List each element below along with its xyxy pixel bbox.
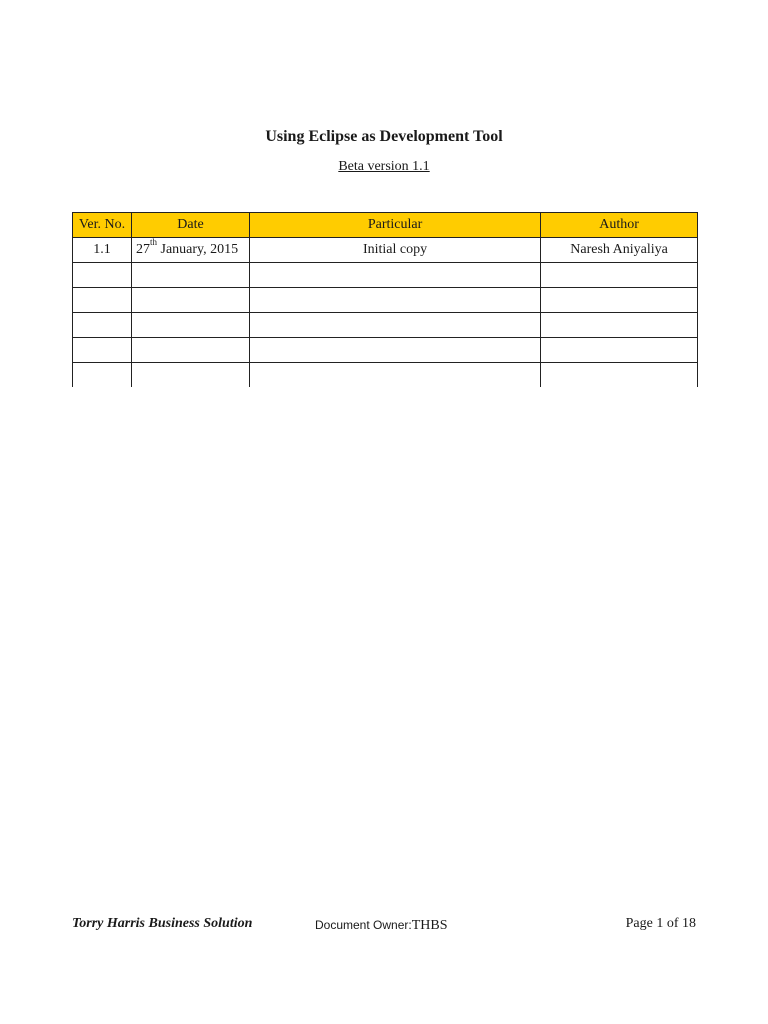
table-row (73, 338, 698, 363)
cell-date (131, 338, 249, 363)
cell-ver (73, 313, 132, 338)
table-row (73, 363, 698, 388)
cell-particular (249, 263, 540, 288)
owner-label: Document Owner: (315, 918, 412, 932)
document-subtitle (0, 158, 768, 176)
cell-ver (73, 288, 132, 313)
table-row (73, 288, 698, 313)
cell-author (541, 263, 698, 288)
cell-date (131, 363, 249, 388)
footer-company-name: Torry Harris Business Solution (72, 916, 253, 931)
cell-ver (73, 338, 132, 363)
date-day: 27 (135, 242, 150, 257)
cell-author (541, 288, 698, 313)
header-ver-no: Ver. No. (73, 213, 132, 238)
cell-particular (249, 313, 540, 338)
date-suffix: th (149, 237, 157, 248)
cell-particular (249, 288, 540, 313)
table-row (73, 313, 698, 338)
header-date: Date (131, 213, 249, 238)
cell-particular (249, 338, 540, 363)
table-header-row (73, 213, 698, 238)
cell-author: Naresh Aniyaliya (541, 238, 698, 263)
revision-history-table (72, 212, 698, 387)
cell-date (131, 288, 249, 313)
cell-author (541, 363, 698, 388)
header-author: Author (541, 213, 698, 238)
cell-date (131, 263, 249, 288)
cell-date (131, 313, 249, 338)
table-row (73, 263, 698, 288)
cell-particular (249, 363, 540, 388)
cell-ver (73, 363, 132, 388)
cell-ver: 1.1 (73, 238, 132, 263)
owner-value: THBS (411, 918, 448, 933)
version-label: Beta version 1.1 (338, 159, 430, 174)
cell-author (541, 313, 698, 338)
header-particular: Particular (249, 213, 540, 238)
date-rest: January, 2015 (157, 242, 239, 257)
cell-ver (73, 263, 132, 288)
cell-author (541, 338, 698, 363)
cell-particular: Initial copy (249, 238, 540, 263)
cell-date (131, 238, 249, 263)
document-title: Using Eclipse as Development Tool (265, 128, 503, 145)
footer-document-owner (315, 916, 448, 935)
table-row (73, 238, 698, 263)
page-number: Page 1 of 18 (625, 916, 696, 931)
